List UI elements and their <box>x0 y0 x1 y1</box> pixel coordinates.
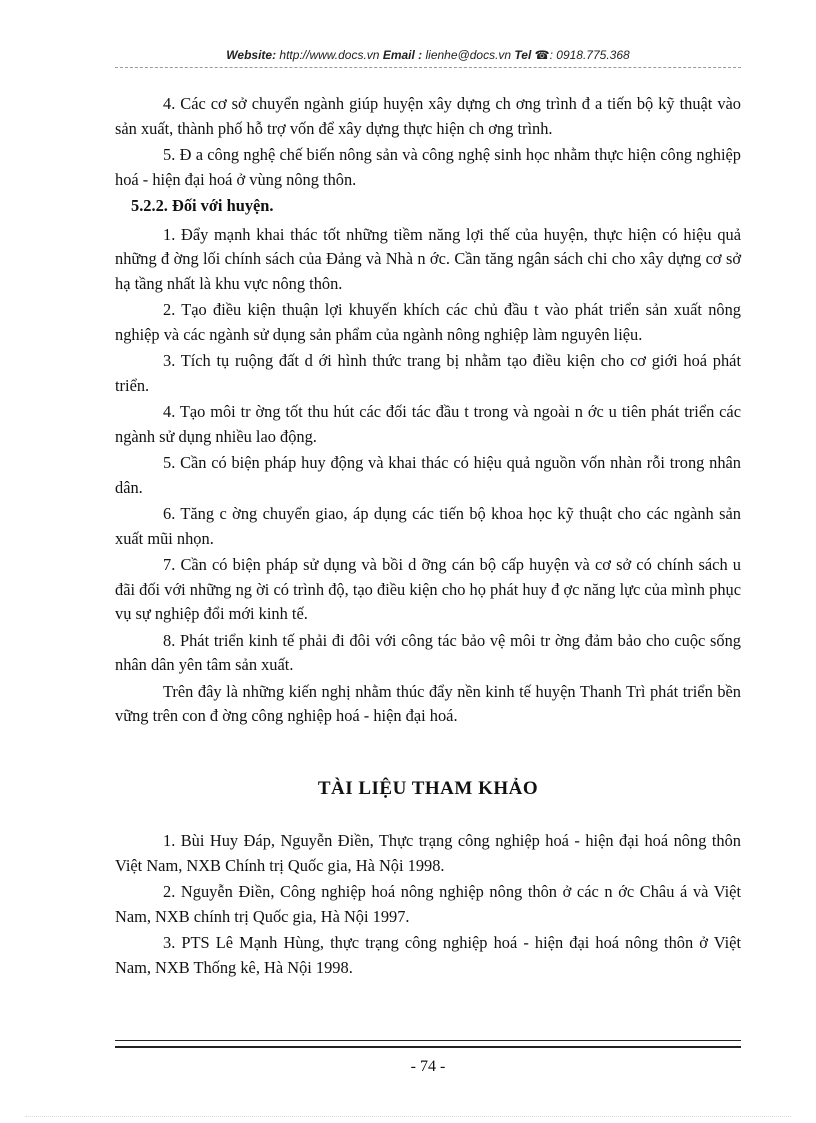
paragraph: 1. Đẩy mạnh khai thác tốt những tiềm năng lợi thế của huyện, thực hiện có hiệu quả những đ ờng lối chính sách của Đảng và Nhà n ớc. Cần tăng ngân sách chi cho xây dựng cơ sở hạ tầng nhất là khu vực nông thôn. <box>115 224 741 293</box>
header-divider <box>115 67 741 68</box>
reference-item: 1. Bùi Huy Đáp, Nguyễn Điền, Thực trạng công nghiệp hoá - hiện đại hoá nông thôn Việt Nam, NXB Chính trị Quốc gia, Hà Nội 1998. <box>115 831 741 875</box>
document-body <box>115 92 741 982</box>
section-heading: 5.2.2. Đối với huyện. <box>131 196 274 215</box>
footer-divider <box>115 1040 741 1048</box>
page-header <box>115 48 741 68</box>
paragraph: 5. Đ a công nghệ chế biến nông sản và công nghệ sinh học nhằm thực hiện công nghiệp hoá - hiện đại hoá ở vùng nông thôn. <box>115 145 741 189</box>
page-bottom-border <box>25 1116 791 1117</box>
paragraph: Trên đây là những kiến nghị nhằm thúc đẩy nền kinh tế huyện Thanh Trì phát triển bền vững trên con đ ờng công nghiệp hoá - hiện đại hoá. <box>115 681 741 725</box>
paragraph: 4. Các cơ sở chuyển ngành giúp huyện xây dựng ch ơng trình đ a tiến bộ kỹ thuật vào sản xuất, thành phố hỗ trợ vốn để xây dựng thực hiện ch ơng trình. <box>115 94 741 138</box>
paragraph: 3. Tích tụ ruộng đất d ới hình thức trang bị nhằm tạo điều kiện cho cơ giới hoá phát triển. <box>115 351 741 395</box>
paragraph: 8. Phát triển kinh tế phải đi đôi với công tác bảo vệ môi tr ờng đảm bảo cho cuộc sống nhân dân yên tâm sản xuất. <box>115 630 741 674</box>
page-number: - 74 - <box>410 1058 446 1075</box>
references-title: TÀI LIỆU THAM KHẢO <box>317 777 539 799</box>
tel-label: Tel <box>514 48 532 62</box>
paragraph: 4. Tạo môi tr ờng tốt thu hút các đối tác đầu t trong và ngoài n ớc u tiên phát triển các ngành sử dụng nhiều lao động. <box>115 402 741 446</box>
website-label: Website: <box>226 48 277 62</box>
email-value: lienhe@docs.vn <box>422 48 515 62</box>
paragraph: 6. Tăng c ờng chuyển giao, áp dụng các tiến bộ khoa học kỹ thuật cho các ngành sản xuất mũi nhọn. <box>115 504 741 548</box>
tel-value: : 0918.775.368 <box>549 48 630 62</box>
phone-icon: ☎ <box>534 48 550 62</box>
email-label: Email : <box>382 48 423 62</box>
paragraph: 7. Cần có biện pháp sử dụng và bồi d ỡng cán bộ cấp huyện và cơ sở có chính sách u đãi đối với những ng ời có trình độ, tạo điều kiện cho họ phát huy đ ợc năng lực của mình phục vụ sự nghiệp đổi mới kinh tế. <box>115 555 741 623</box>
paragraph: 5. Cần có biện pháp huy động và khai thác có hiệu quả nguồn vốn nhàn rỗi trong nhân dân. <box>115 453 741 497</box>
reference-item: 3. PTS Lê Mạnh Hùng, thực trạng công nghiệp hoá - hiện đại hoá nông thôn ở Việt Nam, NXB Thống kê, Hà Nội 1998. <box>115 933 741 977</box>
paragraph: 2. Tạo điều kiện thuận lợi khuyến khích các chủ đầu t vào phát triển sản xuất nông nghiệp và các ngành sử dụng sản phẩm của ngành nông nghiệp làm nguyên liệu. <box>115 300 741 344</box>
reference-item: 2. Nguyễn Điền, Công nghiệp hoá nông nghiệp nông thôn ở các n ớc Châu á và Việt Nam, NXB chính trị Quốc gia, Hà Nội 1997. <box>115 882 741 926</box>
website-url: http://www.docs.vn <box>276 48 383 62</box>
